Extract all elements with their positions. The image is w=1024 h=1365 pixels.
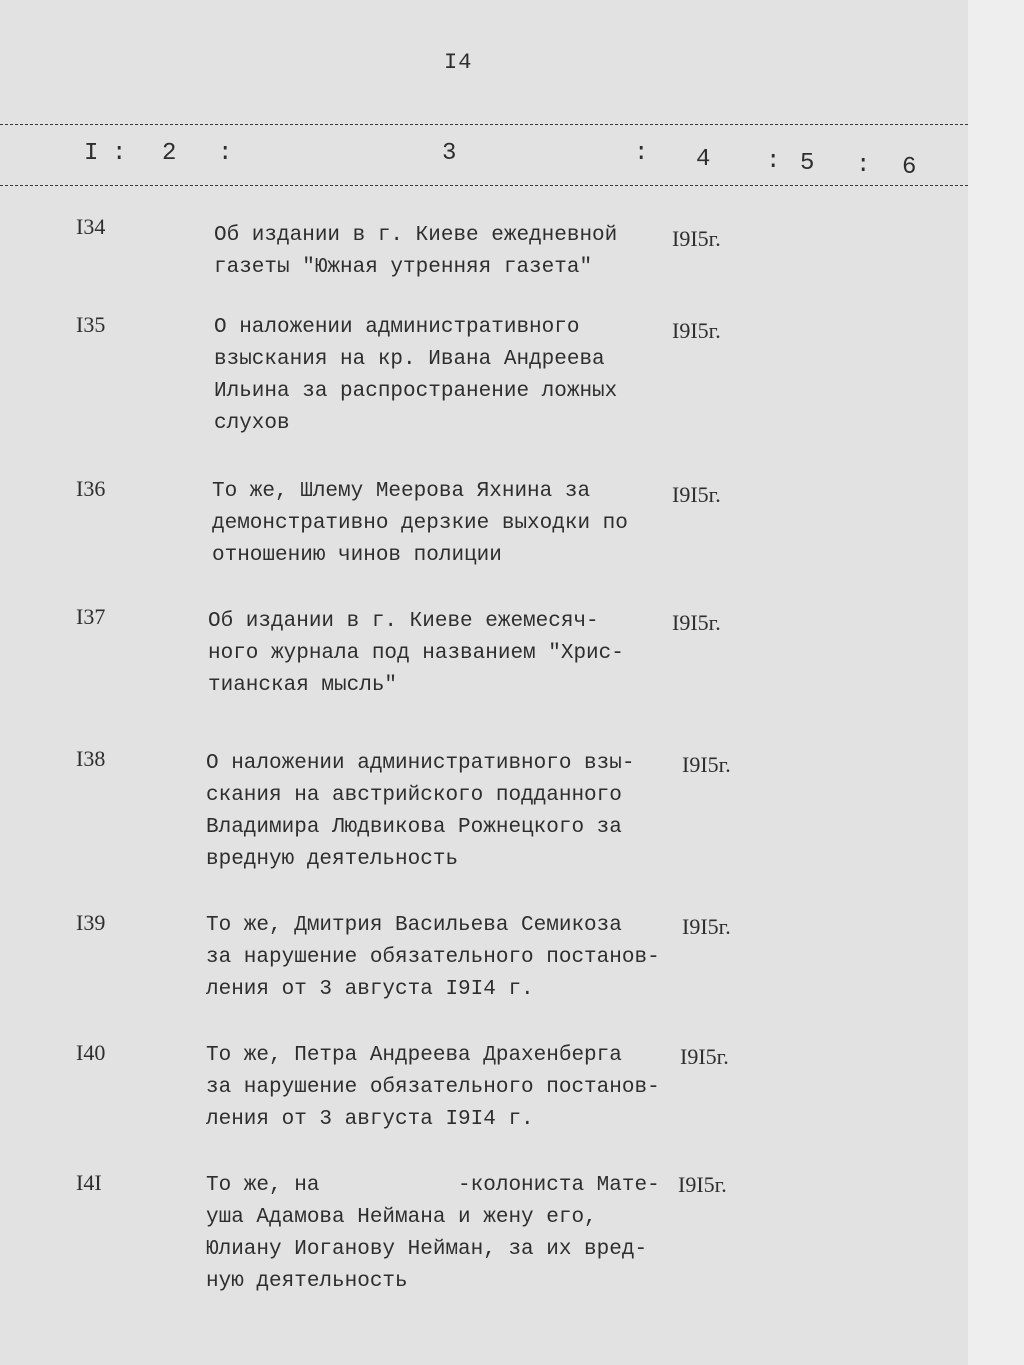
entry-year: I9I5г. bbox=[680, 1044, 729, 1069]
entry-year: I9I5г. bbox=[672, 226, 721, 251]
entry-number: I36 bbox=[76, 476, 106, 501]
entry-year: I9I5г. bbox=[672, 318, 721, 343]
entry-year: I9I5г. bbox=[682, 914, 731, 939]
entry-year: I9I5г. bbox=[672, 610, 721, 635]
entry-description: О наложении административного взыскания на кр. Ивана Андреева Ильина за распространение ложных слухов bbox=[214, 316, 618, 435]
column-separator: : bbox=[634, 140, 649, 167]
entry-description: Об издании в г. Киеве ежедневной газеты "Южная утренняя газета" bbox=[214, 224, 618, 279]
column-header-1: I bbox=[84, 140, 99, 167]
entry-description: То же, на -колониста Мате- уша Адамова Неймана и жену его, Юлиану Иоганову Нейман, за их вред- ную деятельность bbox=[206, 1174, 660, 1293]
entry-number: I37 bbox=[76, 604, 106, 629]
entry-number: I39 bbox=[76, 910, 106, 935]
column-header-4: 4 bbox=[696, 146, 711, 173]
entry-year: I9I5г. bbox=[672, 482, 721, 507]
entry-description: То же, Петра Андреева Драхенберга за нарушение обязательного постанов- ления от 3 августа I9I4 г. bbox=[206, 1044, 660, 1131]
entry-description: То же, Шлему Меерова Яхнина за демонстративно дерзкие выходки по отношению чинов полиции bbox=[212, 480, 628, 567]
column-separator: : bbox=[218, 140, 233, 167]
entry-description: О наложении административного взы- скания на австрийского подданного Владимира Людвикова Рожнецкого за вредную деятельность bbox=[206, 752, 635, 871]
entry-description: То же, Дмитрия Васильева Семикоза за нарушение обязательного постанов- ления от 3 августа I9I4 г. bbox=[206, 914, 660, 1001]
table-header-rule-bottom bbox=[0, 185, 968, 186]
column-header-3: 3 bbox=[442, 140, 457, 167]
column-header-5: 5 bbox=[800, 150, 815, 177]
table-header-rule-top bbox=[0, 124, 968, 125]
entry-number: I34 bbox=[76, 214, 106, 239]
entry-number: I38 bbox=[76, 746, 106, 771]
column-separator: : bbox=[112, 140, 127, 167]
underlying-page-edge bbox=[968, 0, 1024, 1365]
entry-number: I4I bbox=[76, 1170, 102, 1195]
column-header-6: 6 bbox=[902, 154, 917, 181]
entry-number: I40 bbox=[76, 1040, 106, 1065]
entry-description: Об издании в г. Киеве ежемесяч- ного журнала под названием "Хрис- тианская мысль" bbox=[208, 610, 624, 697]
column-separator: : bbox=[856, 152, 871, 179]
page-number: I4 bbox=[444, 50, 473, 75]
entry-year: I9I5г. bbox=[682, 752, 731, 777]
column-header-2: 2 bbox=[162, 140, 177, 167]
entry-year: I9I5г. bbox=[678, 1172, 727, 1197]
column-separator: : bbox=[766, 148, 781, 175]
entry-number: I35 bbox=[76, 312, 106, 337]
